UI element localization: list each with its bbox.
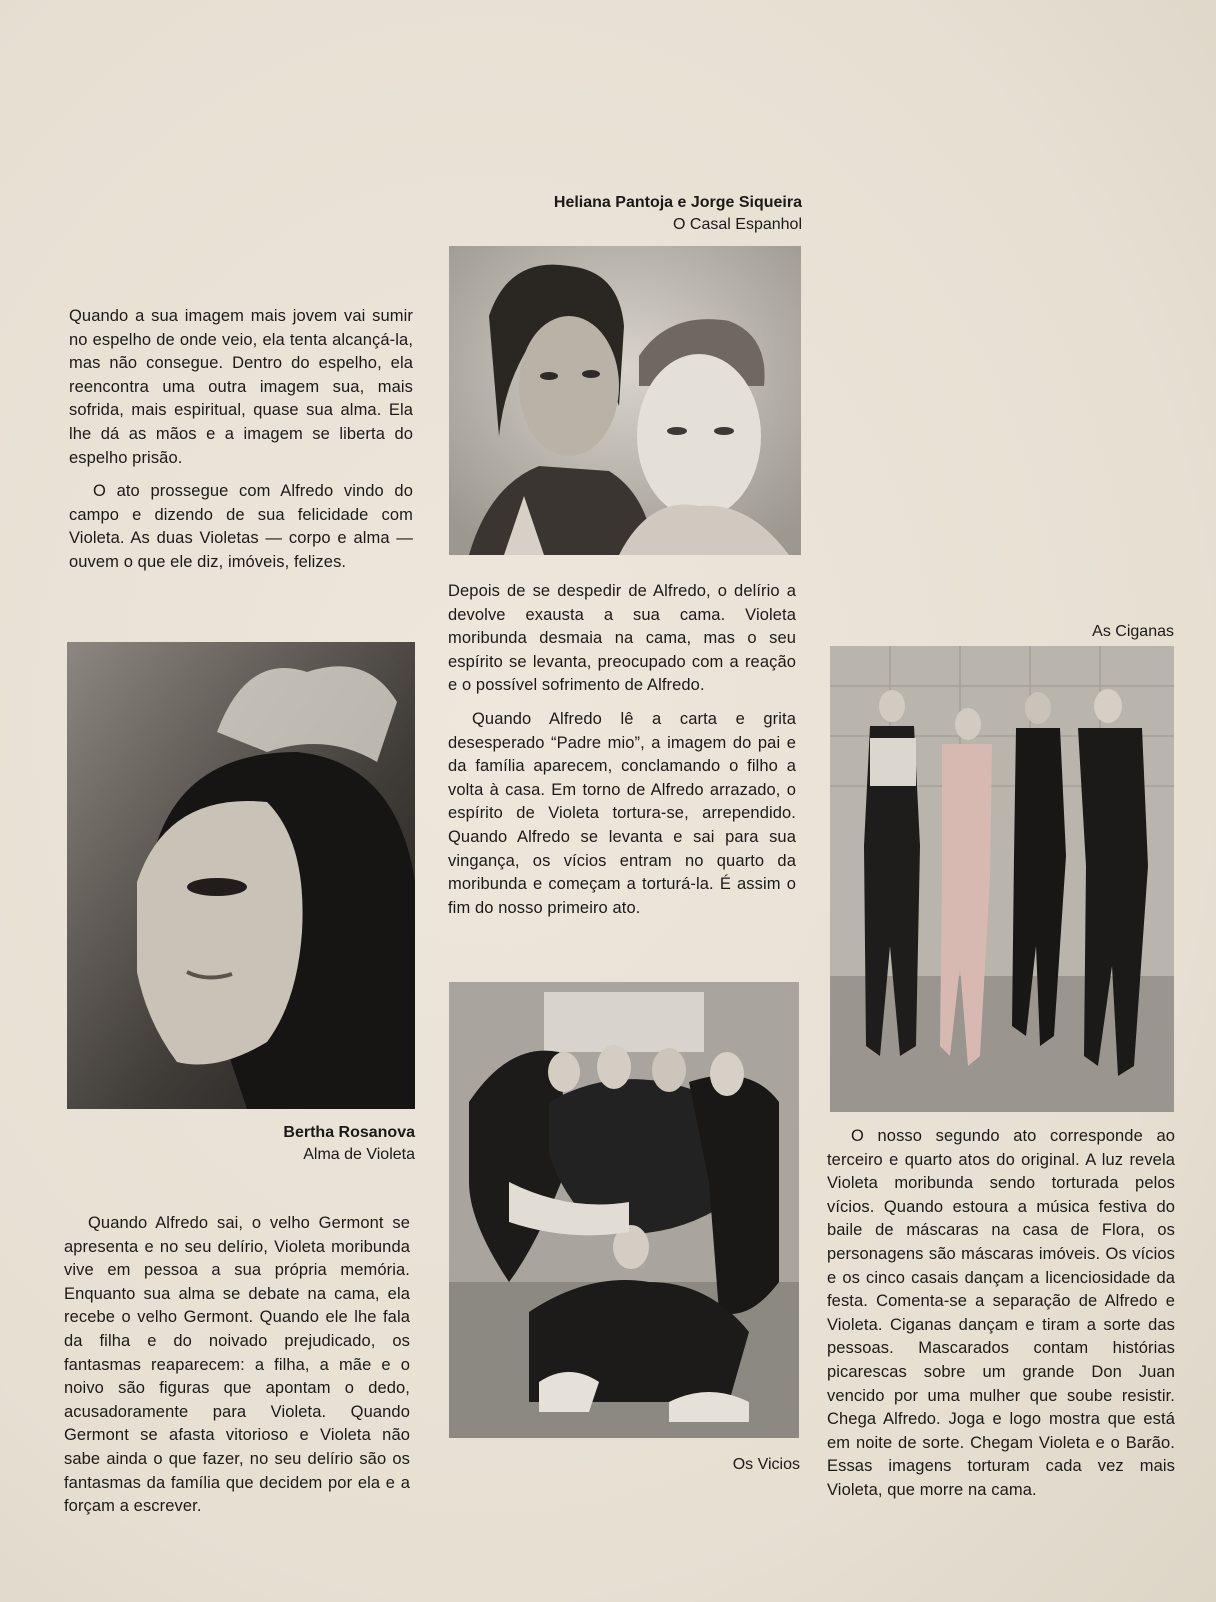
column-2-text [448, 580, 796, 920]
caption-bertha-rosanova [180, 1122, 415, 1166]
column-1-top-text [69, 305, 413, 575]
paragraph: Quando a sua imagem mais jovem vai sumir no espelho de onde veio, ela tenta alcançá-la, mas não consegue. Dentro do espelho, ela reencontra uma outra imagem sua, mais sofrida, mais espiritual, quase sua alma. Ela lhe dá as mãos e a imagem se liberta do espelho prisão. [69, 307, 413, 467]
column-3-text [827, 1125, 1175, 1503]
caption-role: O Casal Espanhol [673, 216, 802, 233]
photo-os-vicios [449, 982, 799, 1438]
caption-role: Os Vicios [732, 1456, 800, 1473]
caption-name: Heliana Pantoja e Jorge Siqueira [553, 194, 802, 211]
column-1-bottom-text [64, 1212, 410, 1519]
caption-role: As Ciganas [1092, 623, 1174, 640]
paragraph: Quando Alfredo lê a carta e grita desesperado “Padre mio”, a imagem do pai e da família aparecem, conclamando o filho a volta à casa. Em torno de Alfredo arrazado, o espírito de Violeta tortura-se, arrependido. Quando Alfredo se levanta e sai para sua vingança, os vícios entram no quarto da moribunda e começam a torturá-la. É assim o fim do nosso primeiro ato. [448, 709, 796, 917]
caption-casal-espanhol [470, 192, 802, 236]
photo-as-ciganas [830, 646, 1174, 1112]
photo-bertha-rosanova [67, 642, 415, 1109]
caption-os-vicios [620, 1454, 800, 1476]
paragraph: Depois de se despedir de Alfredo, o delírio a devolve exausta a sua cama. Violeta moribunda desmaia na cama, mas o seu espírito se levanta, preocupado com a reação e o possível sofrimento de Alfredo. [448, 582, 796, 695]
paragraph: Quando Alfredo sai, o velho Germont se apresenta e no seu delírio, Violeta moribunda vive em pessoa a sua própria memória. Enquanto sua alma se debate na cama, ela recebe o velho Germont. Quando ele lhe fala da filha e do noivado prejudicado, os fantasmas reaparecem: a filha, a mãe e o noivo são figuras que apontam o dedo, acusadoramente para Violeta. Quando Germont se afasta vitorioso e Violeta não sabe ainda o que fazer, no seu delírio são os fantasmas da família que decidem por ela e a forçam a escrever. [64, 1214, 410, 1516]
caption-as-ciganas [1000, 621, 1174, 643]
paragraph: O nosso segundo ato corresponde ao terceiro e quarto atos do original. A luz revela Violeta moribunda sendo torturada pelos vícios. Quando estoura a música festiva do baile de máscaras na casa de Flora, os personagens são máscaras imóveis. Os vícios e os cinco casais dançam a licenciosidade da festa. Comenta-se a separação de Alfredo e Violeta. Ciganas dançam e tiram a sorte das pessoas. Mascarados contam histórias picarescas sobre um grande Don Juan vencido por uma mulher que soube resistir. Chega Alfredo. Joga e logo mostra que está em noite de sorte. Chegam Violeta e o Barão. Essas imagens torturam cada vez mais Violeta, que morre na cama. [827, 1127, 1175, 1499]
paragraph: O ato prossegue com Alfredo vindo do campo e dizendo de sua felicidade com Violeta. As duas Violetas — corpo e alma — ouvem o que ele diz, imóveis, felizes. [69, 482, 413, 571]
caption-role: Alma de Violeta [303, 1146, 415, 1163]
caption-name: Bertha Rosanova [283, 1124, 415, 1141]
photo-casal-espanhol [449, 246, 801, 555]
